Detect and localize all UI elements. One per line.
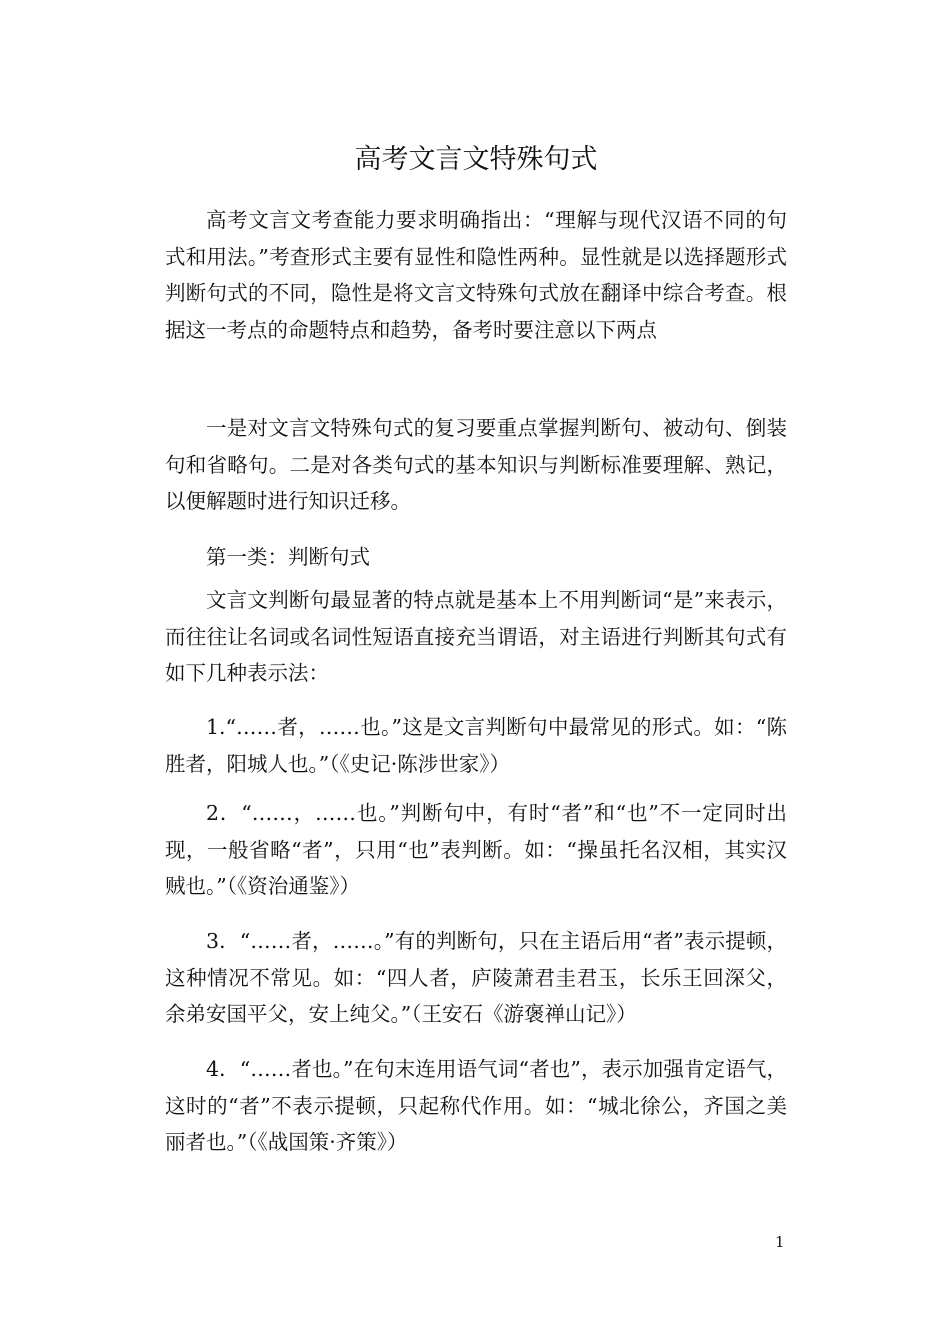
paragraph-form-1: 1.“……者，……也。”这是文言判断句中最常见的形式。如：“陈胜者，阳城人也。”（《史记·陈涉世家》） bbox=[165, 715, 787, 776]
paragraph-intro: 高考文言文考查能力要求明确指出：“理解与现代汉语不同的句式和用法。”考查形式主要有显性和隐性两种。显性就是以选择题形式判断句式的不同，隐性是将文言文特殊句式放在翻译中综合考查。根据这一考点的命题特点和趋势，备考时要注意以下两点 bbox=[165, 208, 787, 342]
paragraph-form-3: 3．“……者，……。”有的判断句，只在主语后用“者”表示提顿，这种情况不常见。如：“四人者，庐陵萧君圭君玉，长乐王回深父，余弟安国平父，安上纯父。”（王安石《游褒禅山记》） bbox=[165, 929, 787, 1026]
paragraph-judgment-overview: 文言文判断句最显著的特点就是基本上不用判断词“是”来表示，而往往让名词或名词性短语直接充当谓语，对主语进行判断其句式有如下几种表示法： bbox=[165, 588, 787, 685]
document-page bbox=[165, 0, 787, 1342]
paragraph-key-points: 一是对文言文特殊句式的复习要重点掌握判断句、被动句、倒装句和省略句。二是对各类句式的基本知识与判断标准要理解、熟记，以便解题时进行知识迁移。 bbox=[165, 416, 787, 513]
page-number: 1 bbox=[775, 1233, 785, 1251]
paragraph-form-4: 4．“……者也。”在句末连用语气词“者也”，表示加强肯定语气，这时的“者”不表示提顿，只起称代作用。如：“城北徐公，齐国之美丽者也。”（《战国策·齐策》） bbox=[165, 1057, 787, 1154]
section-heading-judgment: 第一类：判断句式 bbox=[206, 545, 370, 569]
document-title: 高考文言文特殊句式 bbox=[354, 144, 598, 175]
paragraph-form-2: 2．“……，……也。”判断句中，有时“者”和“也”不一定同时出现，一般省略“者”，只用“也”表判断。如：“操虽托名汉相，其实汉贼也。”（《资治通鉴》） bbox=[165, 801, 787, 898]
